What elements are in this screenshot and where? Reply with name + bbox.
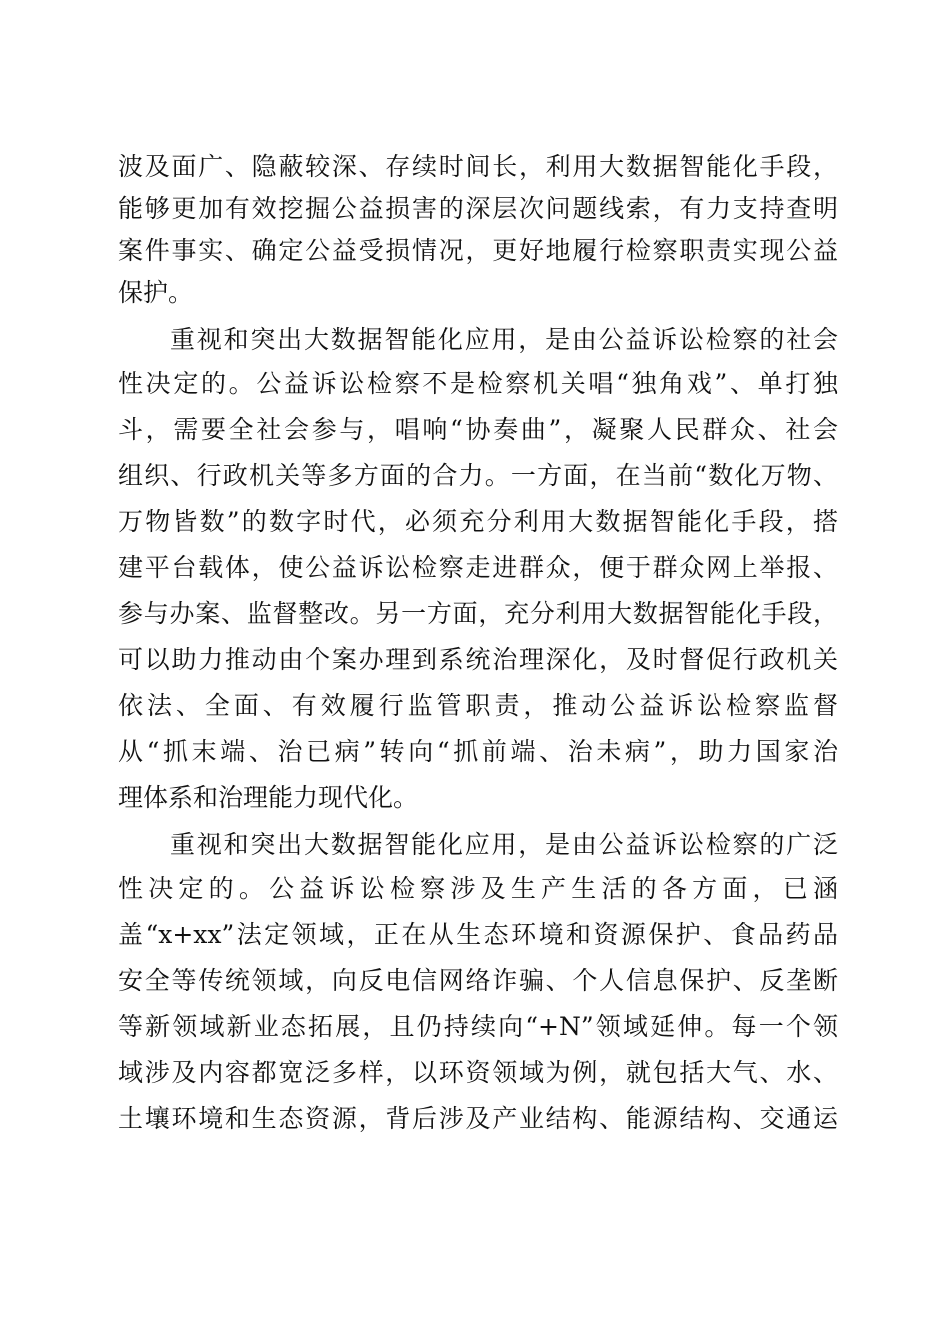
paragraph-2-line-8: 可以助力推动由个案办理到系统治理深化，及时督促行政机关 (118, 645, 838, 674)
paragraph-3-line-1: 重视和突出大数据智能化应用，是由公益诉讼检察的广泛 (170, 830, 838, 859)
paragraph-2-line-10: 从“抓末端、治已病”转向“抓前端、治未病”，助力国家治 (118, 737, 838, 766)
paragraph-2-line-1: 重视和突出大数据智能化应用，是由公益诉讼检察的社会 (170, 325, 838, 354)
paragraph-2-line-9: 依法、全面、有效履行监管职责，推动公益诉讼检察监督 (118, 691, 838, 720)
paragraph-2-line-3: 斗，需要全社会参与，唱响“协奏曲”，凝聚人民群众、社会 (118, 415, 838, 444)
paragraph-2-line-7: 参与办案、监督整改。另一方面，充分利用大数据智能化手段， (118, 599, 838, 628)
paragraph-3-line-3: 盖“x+xx”法定领域，正在从生态环境和资源保护、食品药品 (118, 920, 838, 949)
paragraph-2-line-6: 建平台载体，使公益诉讼检察走进群众，便于群众网上举报、 (118, 553, 838, 582)
paragraph-3-line-2: 性决定的。公益诉讼检察涉及生产生活的各方面，已涵 (118, 874, 838, 903)
paragraph-1-line-1: 波及面广、隐蔽较深、存续时间长，利用大数据智能化手段， (118, 152, 838, 181)
paragraph-3-line-6: 域涉及内容都宽泛多样，以环资领域为例，就包括大气、水、 (118, 1058, 838, 1087)
paragraph-1-line-3: 案件事实、确定公益受损情况，更好地履行检察职责实现公益 (118, 236, 838, 265)
paragraph-3-line-4: 安全等传统领域，向反电信网络诈骗、个人信息保护、反垄断 (118, 966, 838, 995)
paragraph-1-line-2: 能够更加有效挖掘公益损害的深层次问题线索，有力支持查明 (118, 194, 838, 223)
paragraph-3-line-5: 等新领域新业态拓展，且仍持续向“+N”领域延伸。每一个领 (118, 1012, 838, 1041)
paragraph-3-line-7: 土壤环境和生态资源，背后涉及产业结构、能源结构、交通运 (118, 1104, 838, 1133)
paragraph-2-line-11: 理体系和治理能力现代化。 (118, 783, 419, 812)
paragraph-1-line-4: 保护。 (118, 278, 194, 307)
paragraph-2-line-5: 万物皆数”的数字时代，必须充分利用大数据智能化手段，搭 (118, 507, 838, 536)
paragraph-2-line-2: 性决定的。公益诉讼检察不是检察机关唱“独角戏”、单打独 (118, 369, 838, 398)
paragraph-2-line-4: 组织、行政机关等多方面的合力。一方面，在当前“数化万物、 (118, 461, 838, 490)
